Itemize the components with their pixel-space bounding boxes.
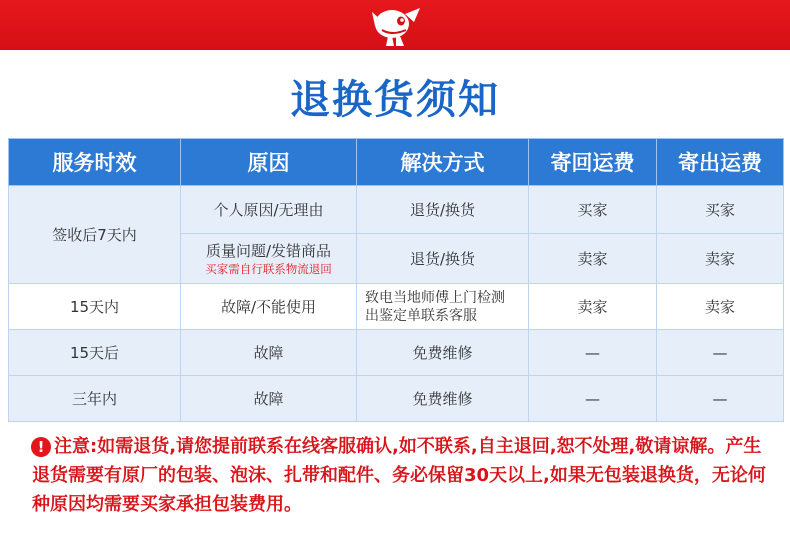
column-header-solution: 解决方式: [357, 139, 529, 186]
exclamation-icon: !: [31, 437, 51, 457]
solution-cell: 退货/换货: [357, 234, 529, 284]
reason-cell: 故障/不能使用: [181, 284, 357, 330]
table-header-row: [9, 139, 784, 186]
jd-dog-mascot-icon: [358, 2, 434, 48]
page-title: 退换货须知: [290, 77, 500, 123]
return-fee-cell: —: [529, 376, 657, 422]
reason-cell: 故障: [181, 330, 357, 376]
period-cell: 15天后: [9, 330, 181, 376]
top-banner: [0, 0, 790, 50]
table-row: [9, 330, 784, 376]
return-policy-table: [8, 138, 784, 422]
return-fee-cell: 买家: [529, 186, 657, 234]
column-header-period: 服务时效: [9, 139, 181, 186]
send-fee-cell: 买家: [657, 186, 784, 234]
send-fee-cell: —: [657, 330, 784, 376]
column-header-send-fee: 寄出运费: [657, 139, 784, 186]
period-cell: 15天内: [9, 284, 181, 330]
send-fee-cell: 卖家: [657, 284, 784, 330]
notice-text: 注意:如需退货,请您提前联系在线客服确认,如不联系,自主退回,恕不处理,敬请谅解。产生退货需要有原厂的包装、泡沫、扎带和配件、务必保留30天以上,如果无包装退换货，无论何种原因均需要买家承担包装费用。: [32, 436, 766, 515]
return-fee-cell: 卖家: [529, 234, 657, 284]
return-fee-cell: —: [529, 330, 657, 376]
solution-cell: 退货/换货: [357, 186, 529, 234]
reason-note: 买家需自行联系物流退回: [205, 261, 332, 276]
send-fee-cell: 卖家: [657, 234, 784, 284]
table-row: [9, 284, 784, 330]
solution-cell: [357, 284, 529, 330]
column-header-reason: 原因: [181, 139, 357, 186]
table-row: [9, 376, 784, 422]
solution-line-1: 致电当地师傅上门检测: [365, 289, 505, 306]
period-cell: 三年内: [9, 376, 181, 422]
reason-cell: 个人原因/无理由: [181, 186, 357, 234]
solution-cell: 免费维修: [357, 376, 529, 422]
notice-block: [32, 432, 767, 519]
reason-text: 质量问题/发错商品: [205, 241, 332, 260]
reason-cell: [181, 234, 357, 284]
table-row: [9, 186, 784, 234]
return-fee-cell: 卖家: [529, 284, 657, 330]
column-header-return-fee: 寄回运费: [529, 139, 657, 186]
period-cell: 签收后7天内: [9, 186, 181, 284]
send-fee-cell: —: [657, 376, 784, 422]
solution-cell: 免费维修: [357, 330, 529, 376]
reason-cell: 故障: [181, 376, 357, 422]
solution-line-2: 出鉴定单联系客服: [365, 307, 477, 324]
